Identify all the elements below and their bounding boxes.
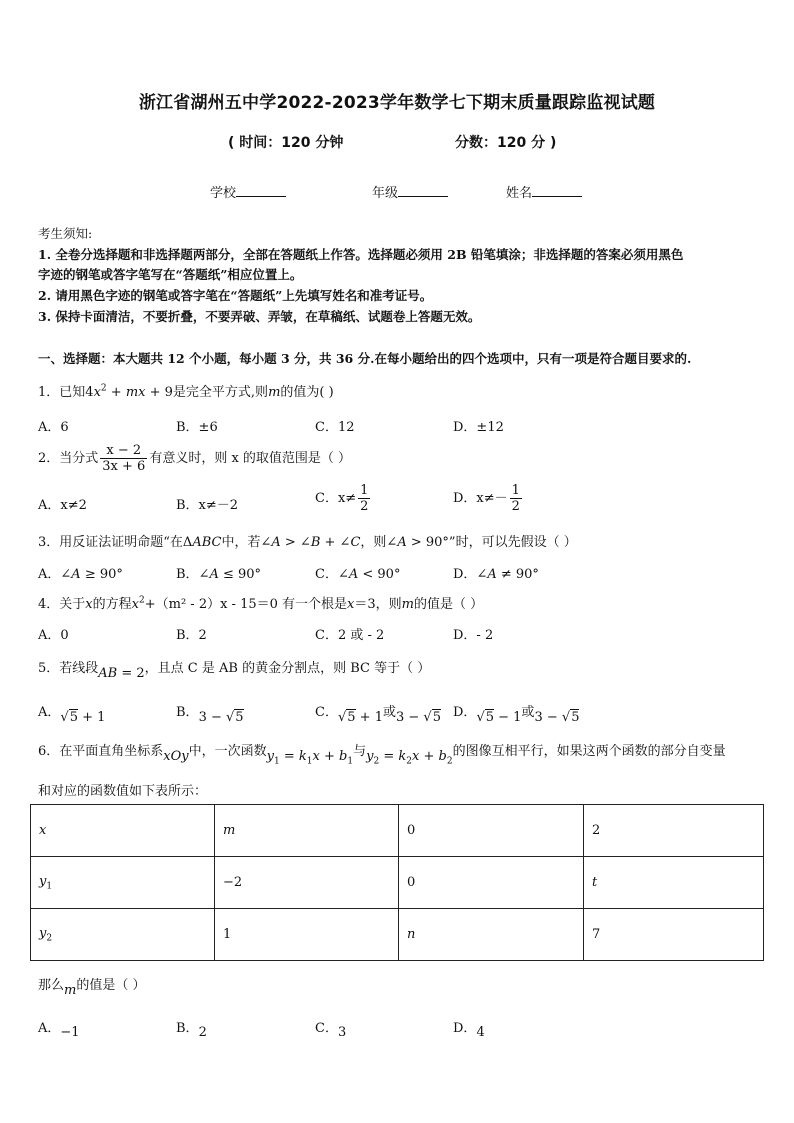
q6-func1: $y_1 = k_1x + b_1$ bbox=[266, 749, 354, 767]
q3-conclusion: ∠A > 90° bbox=[386, 535, 449, 550]
q2-prefix: 2．当分式 bbox=[38, 451, 99, 466]
q3-mid1: 中，若 bbox=[221, 535, 261, 550]
option-math: √5 + 1 bbox=[337, 710, 383, 725]
total-score: 分数：120 分 ) bbox=[455, 135, 557, 151]
q1-option-a: A．6 bbox=[38, 420, 69, 435]
q5-option-a bbox=[38, 701, 106, 725]
note-line: 1. 全卷分选择题和非选择题两部分，全部在答题纸上作答。选择题必须用 2B 铅笔填涂；非选择题的答案必须用黑色 bbox=[38, 247, 684, 262]
q2-option-c bbox=[315, 483, 372, 514]
section-heading: 一、选择题：本大题共 12 个小题，每小题 3 分，共 36 分.在每小题给出的四个选项中，只有一项是符合题目要求的. bbox=[38, 351, 692, 366]
or-text: 或 bbox=[382, 705, 396, 720]
name-blank bbox=[532, 184, 582, 197]
q1-mid: 是完全平方式,则 bbox=[172, 385, 269, 400]
note-line: 字迹的钢笔或答字笔写在“答题纸”相应位置上。 bbox=[38, 267, 303, 282]
q6-func2: $y_2 = k_2x + b_2$ bbox=[366, 749, 453, 767]
table-cell: $y_1$ bbox=[31, 857, 215, 909]
notes-heading: 考生须知: bbox=[38, 226, 93, 241]
q6-ask bbox=[38, 974, 146, 998]
table-cell: 0 bbox=[399, 805, 584, 857]
q6-coord-system: xOy bbox=[163, 749, 189, 764]
school-field bbox=[210, 182, 286, 201]
q1-expression: $4x^2$ + mx + 9 bbox=[85, 383, 173, 400]
q3-option-c bbox=[315, 563, 400, 582]
q5-option-c bbox=[315, 701, 441, 725]
q6-prefix: 6．在平面直角坐标系 bbox=[38, 744, 164, 759]
or-text: 或 bbox=[521, 705, 535, 720]
table-row bbox=[31, 805, 764, 857]
option-label: D． bbox=[453, 567, 477, 582]
q4-option-c: C．2 或 - 2 bbox=[315, 628, 385, 643]
q5-condition: AB = 2 bbox=[98, 666, 145, 681]
note-line: 2. 请用黑色字迹的钢笔或答字笔在“答题纸”上先填写姓名和准考证号。 bbox=[38, 288, 433, 303]
question-2 bbox=[38, 443, 351, 474]
option-math: √5 + 1 bbox=[60, 710, 106, 725]
q2-suffix: 有意义时，则 x 的取值范围是（ ） bbox=[149, 451, 352, 466]
q4-mid3: ＝3，则 bbox=[354, 597, 402, 612]
option-label: B． bbox=[176, 705, 199, 720]
school-label: 学校 bbox=[210, 186, 237, 201]
q2-option-c-fraction bbox=[358, 483, 370, 514]
table-cell: $y_2$ bbox=[31, 909, 215, 961]
option-math: 3 − √5 bbox=[395, 710, 441, 725]
q1-option-b: B．±6 bbox=[176, 420, 218, 435]
name-field bbox=[506, 182, 582, 201]
question-4 bbox=[38, 593, 483, 612]
q4-exponent: 2 bbox=[138, 595, 145, 606]
q4-prefix: 4．关于 bbox=[38, 597, 86, 612]
q6-suffix: 的图像互相平行，如果这两个函数的部分自变量 bbox=[452, 744, 726, 759]
option-label: C． bbox=[315, 1021, 338, 1036]
q6-option-a bbox=[38, 1017, 80, 1040]
grade-blank bbox=[398, 184, 448, 197]
table-cell: n bbox=[399, 909, 584, 961]
q6-ask-suffix: 的值是（ ） bbox=[76, 978, 146, 993]
q4-suffix: 的值是（ ） bbox=[413, 597, 484, 612]
q4-option-b: B．2 bbox=[176, 628, 207, 643]
q3-option-a bbox=[38, 563, 123, 582]
q3-triangle: ΔABC bbox=[182, 535, 222, 550]
fraction-numerator: 1 bbox=[360, 483, 369, 498]
q2-option-d bbox=[453, 483, 524, 514]
option-label: A． bbox=[38, 1021, 61, 1036]
question-6 bbox=[38, 740, 726, 767]
q6-option-d bbox=[453, 1017, 485, 1040]
q3-option-d bbox=[453, 563, 539, 582]
table-row bbox=[31, 857, 764, 909]
option-label: B． bbox=[176, 567, 199, 582]
option-math: ∠A < 90° bbox=[337, 567, 401, 582]
option-math: ∠A ≠ 90° bbox=[476, 567, 539, 582]
q5-prefix: 5．若线段 bbox=[38, 661, 99, 676]
option-label: B． bbox=[176, 1021, 199, 1036]
q2-option-a: A．x≠2 bbox=[38, 498, 87, 513]
option-label: D． bbox=[453, 1021, 477, 1036]
option-label: C． bbox=[315, 705, 338, 720]
q1-option-c: C．12 bbox=[315, 420, 355, 435]
table-cell: m bbox=[215, 805, 399, 857]
question-1 bbox=[38, 381, 334, 400]
q3-mid2: ，则 bbox=[360, 535, 387, 550]
q1-var-m: m bbox=[268, 385, 281, 400]
table-cell: −2 bbox=[215, 857, 399, 909]
option-label: C． bbox=[315, 567, 338, 582]
q2-frac-denominator: 3x + 6 bbox=[102, 459, 146, 474]
q4-var-x2: x bbox=[347, 597, 355, 612]
q6-ask-prefix: 那么 bbox=[38, 978, 65, 993]
q6-var-m: m bbox=[64, 983, 77, 998]
table-cell: 1 bbox=[215, 909, 399, 961]
question-3 bbox=[38, 531, 577, 550]
q5-option-d bbox=[453, 701, 580, 725]
value-table bbox=[30, 804, 764, 961]
option-label: A． bbox=[38, 705, 61, 720]
fraction-denominator: 2 bbox=[511, 499, 520, 514]
table-cell: x bbox=[31, 805, 215, 857]
q1-suffix: 的值为( ) bbox=[280, 385, 334, 400]
q4-x-squared: x bbox=[131, 597, 139, 612]
q2-option-c-label: C．x≠ bbox=[315, 491, 357, 506]
table-cell: 7 bbox=[584, 909, 764, 961]
school-blank bbox=[236, 184, 286, 197]
exam-title: 浙江省湖州五中学2022-2023学年数学七下期末质量跟踪监视试题 bbox=[138, 93, 656, 113]
q4-mid1: 的方程 bbox=[92, 597, 132, 612]
option-value: −1 bbox=[60, 1025, 80, 1040]
q3-condition: ∠A > ∠B + ∠C bbox=[260, 535, 361, 550]
option-label: D． bbox=[453, 705, 477, 720]
option-math: 3 − √5 bbox=[534, 710, 580, 725]
q4-option-a: A．0 bbox=[38, 628, 69, 643]
q5-suffix: ，且点 C 是 AB 的黄金分割点，则 BC 等于（ ） bbox=[144, 661, 431, 676]
q1-option-d: D．±12 bbox=[453, 420, 504, 435]
q2-option-d-fraction bbox=[510, 483, 522, 514]
fraction-numerator: 1 bbox=[511, 483, 520, 498]
q4-var-x: x bbox=[85, 597, 93, 612]
q3-prefix: 3．用反证法证明命题“在 bbox=[38, 535, 183, 550]
q4-var-m: m bbox=[401, 597, 414, 612]
q3-option-b bbox=[176, 563, 261, 582]
fraction-denominator: 2 bbox=[360, 499, 369, 514]
q4-plus: + bbox=[144, 597, 156, 612]
q6-mid2: 与 bbox=[353, 744, 367, 759]
table-cell: t bbox=[584, 857, 764, 909]
q5-option-b bbox=[176, 701, 244, 725]
option-math: ∠A ≥ 90° bbox=[60, 567, 123, 582]
q2-fraction bbox=[100, 443, 147, 474]
q3-suffix: ”时，可以先假设（ ） bbox=[448, 535, 577, 550]
q4-mid2: （m² - 2）x - 15＝0 有一个根是 bbox=[155, 597, 348, 612]
table-cell: 0 bbox=[399, 857, 584, 909]
option-value: 4 bbox=[476, 1025, 485, 1040]
option-value: 2 bbox=[198, 1025, 207, 1040]
question-5 bbox=[38, 657, 431, 681]
q1-prefix: 1．已知 bbox=[38, 385, 86, 400]
q6-line2: 和对应的函数值如下表所示： bbox=[38, 784, 208, 799]
grade-label: 年级 bbox=[372, 186, 399, 201]
option-label: A． bbox=[38, 567, 61, 582]
option-math: √5 − 1 bbox=[476, 710, 522, 725]
grade-field bbox=[372, 182, 448, 201]
name-label: 姓名 bbox=[506, 186, 533, 201]
q4-option-d: D．- 2 bbox=[453, 628, 494, 643]
option-math: 3 − √5 bbox=[198, 710, 244, 725]
option-math: ∠A ≤ 90° bbox=[198, 567, 262, 582]
q2-frac-numerator: x − 2 bbox=[100, 443, 147, 459]
q6-mid1: 中，一次函数 bbox=[188, 744, 267, 759]
q6-option-c bbox=[315, 1017, 347, 1040]
q2-option-b: B．x≠－2 bbox=[176, 498, 239, 513]
option-value: 3 bbox=[337, 1025, 347, 1040]
q2-option-d-label: D．x≠－ bbox=[453, 491, 508, 506]
note-line: 3. 保持卡面清洁，不要折叠，不要弄破、弄皱，在草稿纸、试题卷上答题无效。 bbox=[38, 309, 481, 324]
q6-option-b bbox=[176, 1017, 207, 1040]
table-cell: 2 bbox=[584, 805, 764, 857]
table-row bbox=[31, 909, 764, 961]
time-limit: ( 时间：120 分钟 bbox=[228, 135, 344, 151]
